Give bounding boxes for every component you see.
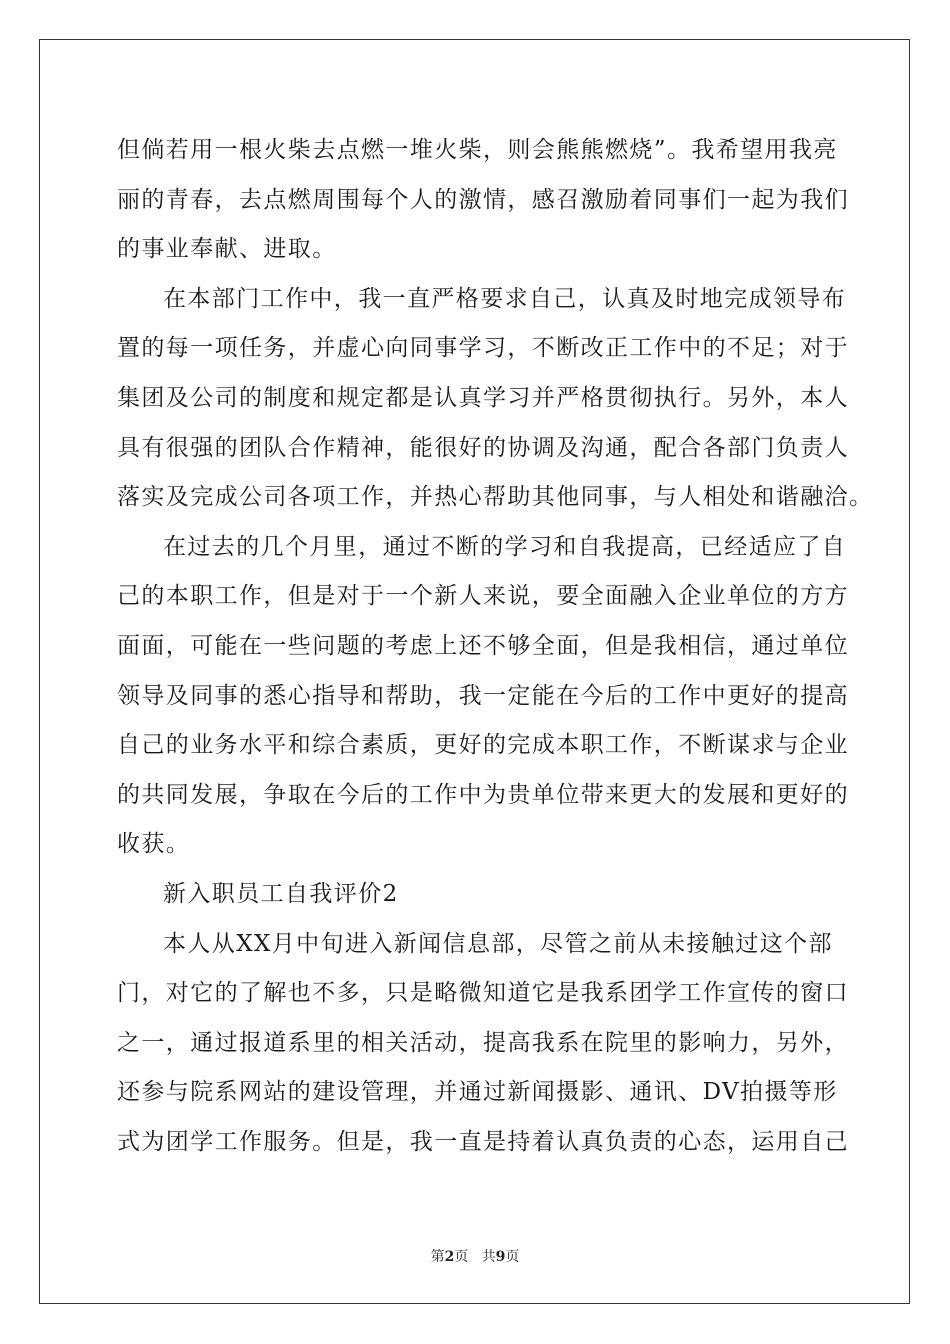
paragraph — [117, 126, 849, 275]
text-line: 收获。 — [117, 831, 191, 858]
text-line: 的事业奉献、进取。 — [117, 236, 337, 263]
text-line: 在过去的几个月里，通过不断的学习和自我提高，已经适应了自 — [163, 533, 847, 560]
page-label-prefix: 第 — [430, 1249, 445, 1265]
paragraph — [117, 920, 849, 1168]
text-line: 但倘若用一根火柴去点燃一堆火柴，则会熊熊燃烧”。我希望用我亮 — [117, 137, 838, 163]
text-line: 在本部门工作中，我一直严格要求自己，认真及时地完成领导布 — [163, 285, 847, 312]
paragraph — [117, 523, 849, 870]
text-line: 具有很强的团队合作精神，能很好的协调及沟通，配合各部门负责人 — [117, 434, 849, 461]
text-line: 式为团学工作服务。但是，我一直是持着认真负责的心态，运用自己 — [117, 1128, 849, 1155]
section-heading-text: 新入职员工自我评价2 — [163, 880, 399, 907]
text-line: 领导及同事的悉心指导和帮助，我一定能在今后的工作中更好的提高 — [117, 682, 849, 709]
text-line: 落实及完成公司各项工作，并热心帮助其他同事，与人相处和谐融洽。 — [117, 484, 874, 511]
text-line: 面面，可能在一些问题的考虑上还不够全面，但是我相信，通过单位 — [117, 632, 849, 659]
text-line: 置的每一项任务，并虚心向同事学习，不断改正工作中的不足；对于 — [117, 335, 849, 362]
text-line: 己的本职工作，但是对于一个新人来说，要全面融入企业单位的方方 — [117, 583, 849, 610]
text-line: 本人从XX月中旬进入新闻信息部，尽管之前从未接触过这个部 — [163, 930, 833, 957]
paragraph — [117, 275, 874, 523]
total-label-suffix: 页 — [505, 1249, 520, 1265]
total-page-count: 9 — [495, 1249, 506, 1265]
section-heading — [117, 870, 837, 920]
text-line: 的共同发展，争取在今后的工作中为贵单位带来更大的发展和更好的 — [117, 781, 849, 808]
text-line: 自己的业务水平和综合素质，更好的完成本职工作，不断谋求与企业 — [117, 732, 849, 759]
text-line: 丽的青春，去点燃周围每个人的激情，感召激励着同事们一起为我们 — [117, 186, 849, 213]
text-line: 门，对它的了解也不多，只是略微知道它是我系团学工作宣传的窗口 — [117, 980, 849, 1007]
page-label-suffix: 页 — [454, 1249, 469, 1265]
text-line: 之一，通过报道系里的相关活动，提高我系在院里的影响力，另外， — [117, 1029, 849, 1056]
total-label-prefix: 共 — [481, 1249, 496, 1265]
current-page-number: 2 — [444, 1249, 455, 1265]
document-body — [117, 126, 874, 1167]
page-footer — [0, 1246, 950, 1266]
text-line: 集团及公司的制度和规定都是认真学习并严格贯彻执行。另外，本人 — [117, 384, 849, 411]
text-line: 还参与院系网站的建设管理，并通过新闻摄影、通讯、DV拍摄等形 — [117, 1079, 838, 1106]
